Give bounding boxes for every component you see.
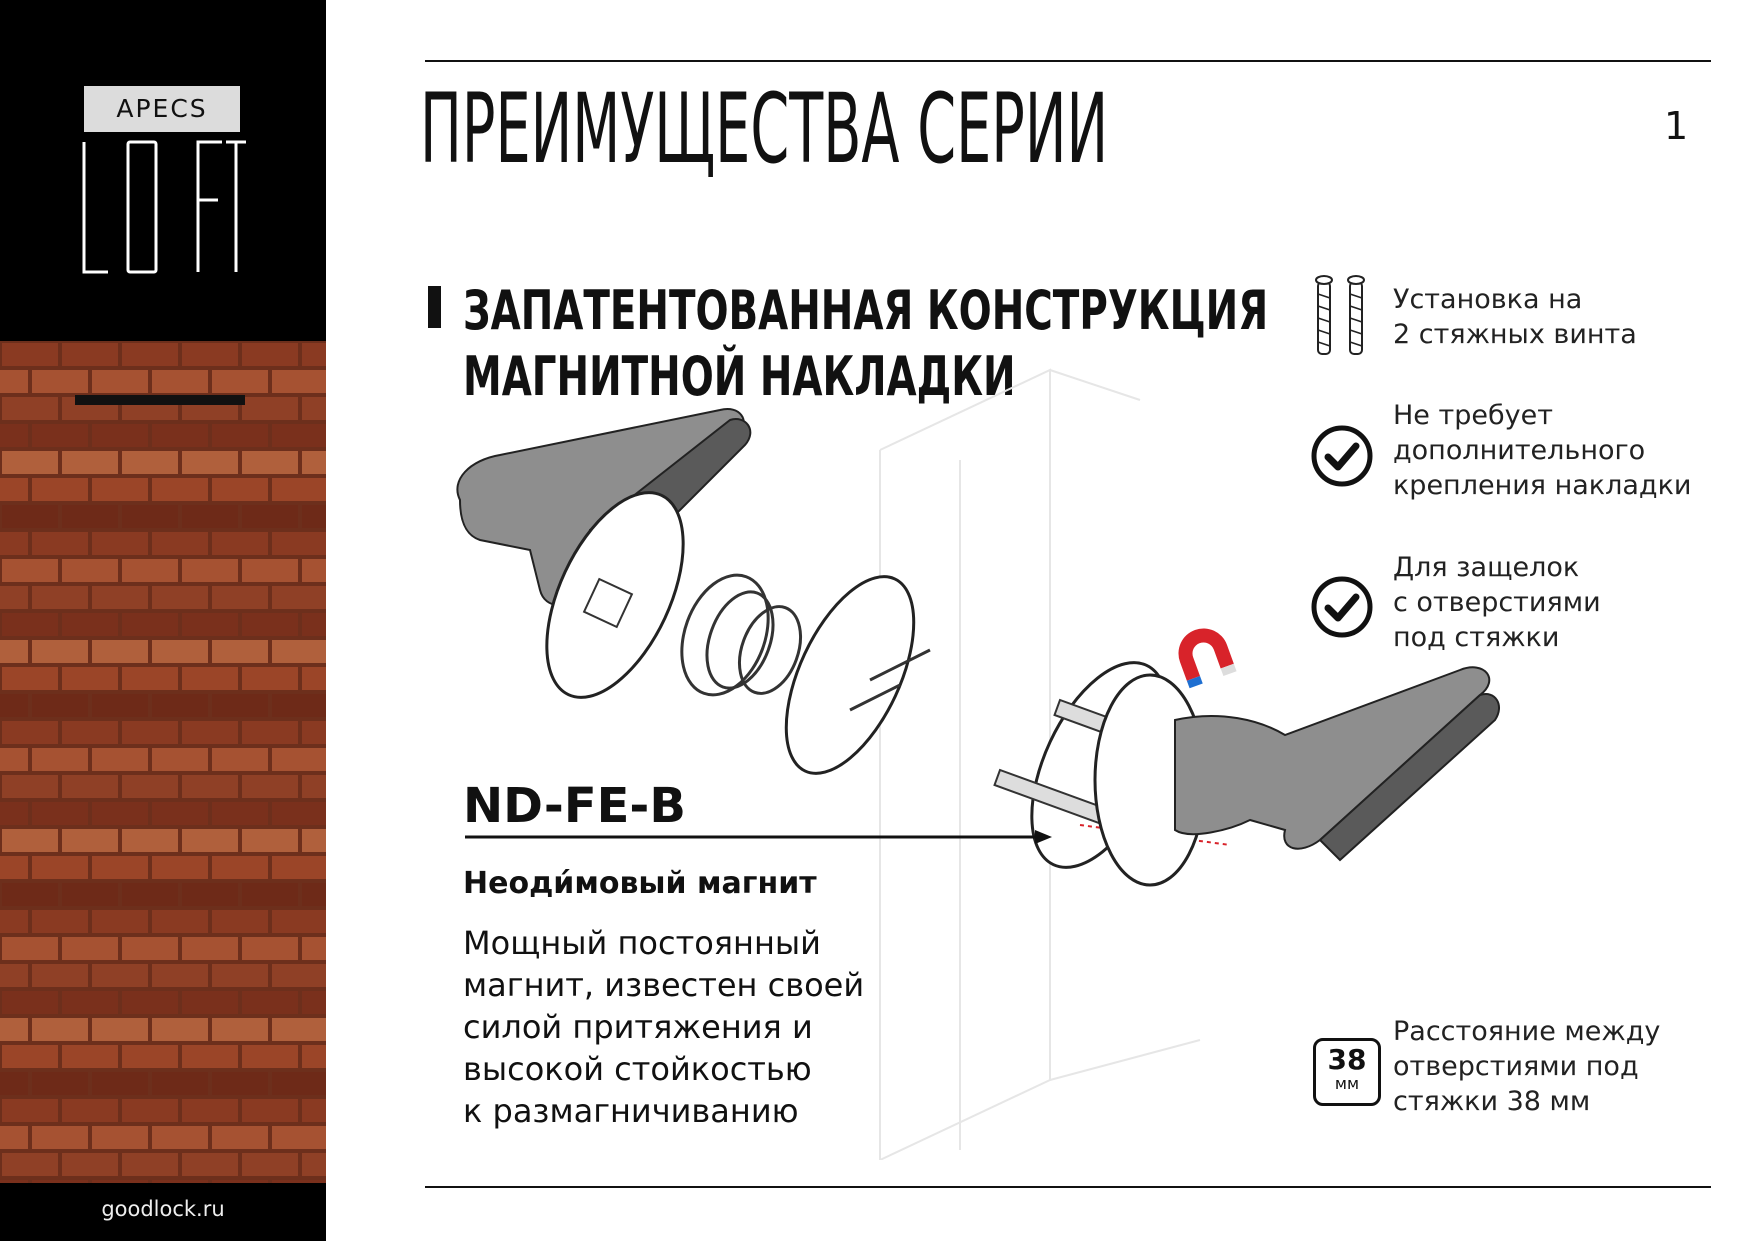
description-line: к размагничиванию (463, 1092, 799, 1130)
page-title: ПРЕИМУЩЕСТВА СЕРИИ (420, 73, 1109, 185)
feature-line: Расстояние между (1393, 1016, 1661, 1047)
description-line: силой притяжения и (463, 1008, 813, 1046)
brand-sidebar (0, 0, 326, 1241)
description-line: магнит, известен своей (463, 966, 865, 1004)
brick-wall-image (0, 341, 326, 1183)
section-marker (428, 286, 441, 328)
feature-line: Установка на (1393, 284, 1583, 315)
feature-no-extra-fixing (1393, 398, 1723, 503)
feature-line: отверстиями под (1393, 1051, 1639, 1082)
loft-logo (76, 140, 246, 276)
top-rule (425, 60, 1711, 62)
feature-screws (1393, 282, 1723, 352)
check-icon (1310, 424, 1374, 488)
feature-distance (1393, 1014, 1723, 1119)
check-icon (1310, 575, 1374, 639)
apecs-logo: APECS (84, 86, 240, 132)
magnet-title: Неоди́мовый магнит (463, 866, 817, 901)
feature-line: стяжки 38 мм (1393, 1086, 1591, 1117)
feature-line: Не требует (1393, 400, 1553, 431)
badge-unit: мм (1334, 1074, 1360, 1093)
distance-badge (1313, 1038, 1381, 1106)
section-title-line-2: МАГНИТНОЙ НАКЛАДКИ (463, 345, 1016, 408)
badge-number: 38 (1327, 1043, 1367, 1076)
feature-line: дополнительного (1393, 435, 1646, 466)
description-line: Мощный постоянный (463, 924, 821, 962)
magnet-description (463, 922, 903, 1132)
section-title-line-1: ЗАПАТЕНТОВАННАЯ КОНСТРУКЦИЯ (463, 279, 1269, 342)
bottom-rule (425, 1186, 1711, 1188)
feature-line: Для защелок (1393, 552, 1580, 583)
screws-icon (1306, 274, 1376, 360)
feature-line: под стяжки (1393, 622, 1560, 653)
page-number: 1 (1664, 104, 1689, 148)
feature-line: крепления накладки (1393, 470, 1692, 501)
website-link[interactable]: goodlock.ru (101, 1197, 225, 1221)
feature-line: с отверстиями (1393, 587, 1601, 618)
magnet-model-code: ND-FE-B (463, 778, 686, 834)
description-line: высокой стойкостью (463, 1050, 812, 1088)
feature-line: 2 стяжных винта (1393, 319, 1637, 350)
feature-latches (1393, 550, 1723, 655)
